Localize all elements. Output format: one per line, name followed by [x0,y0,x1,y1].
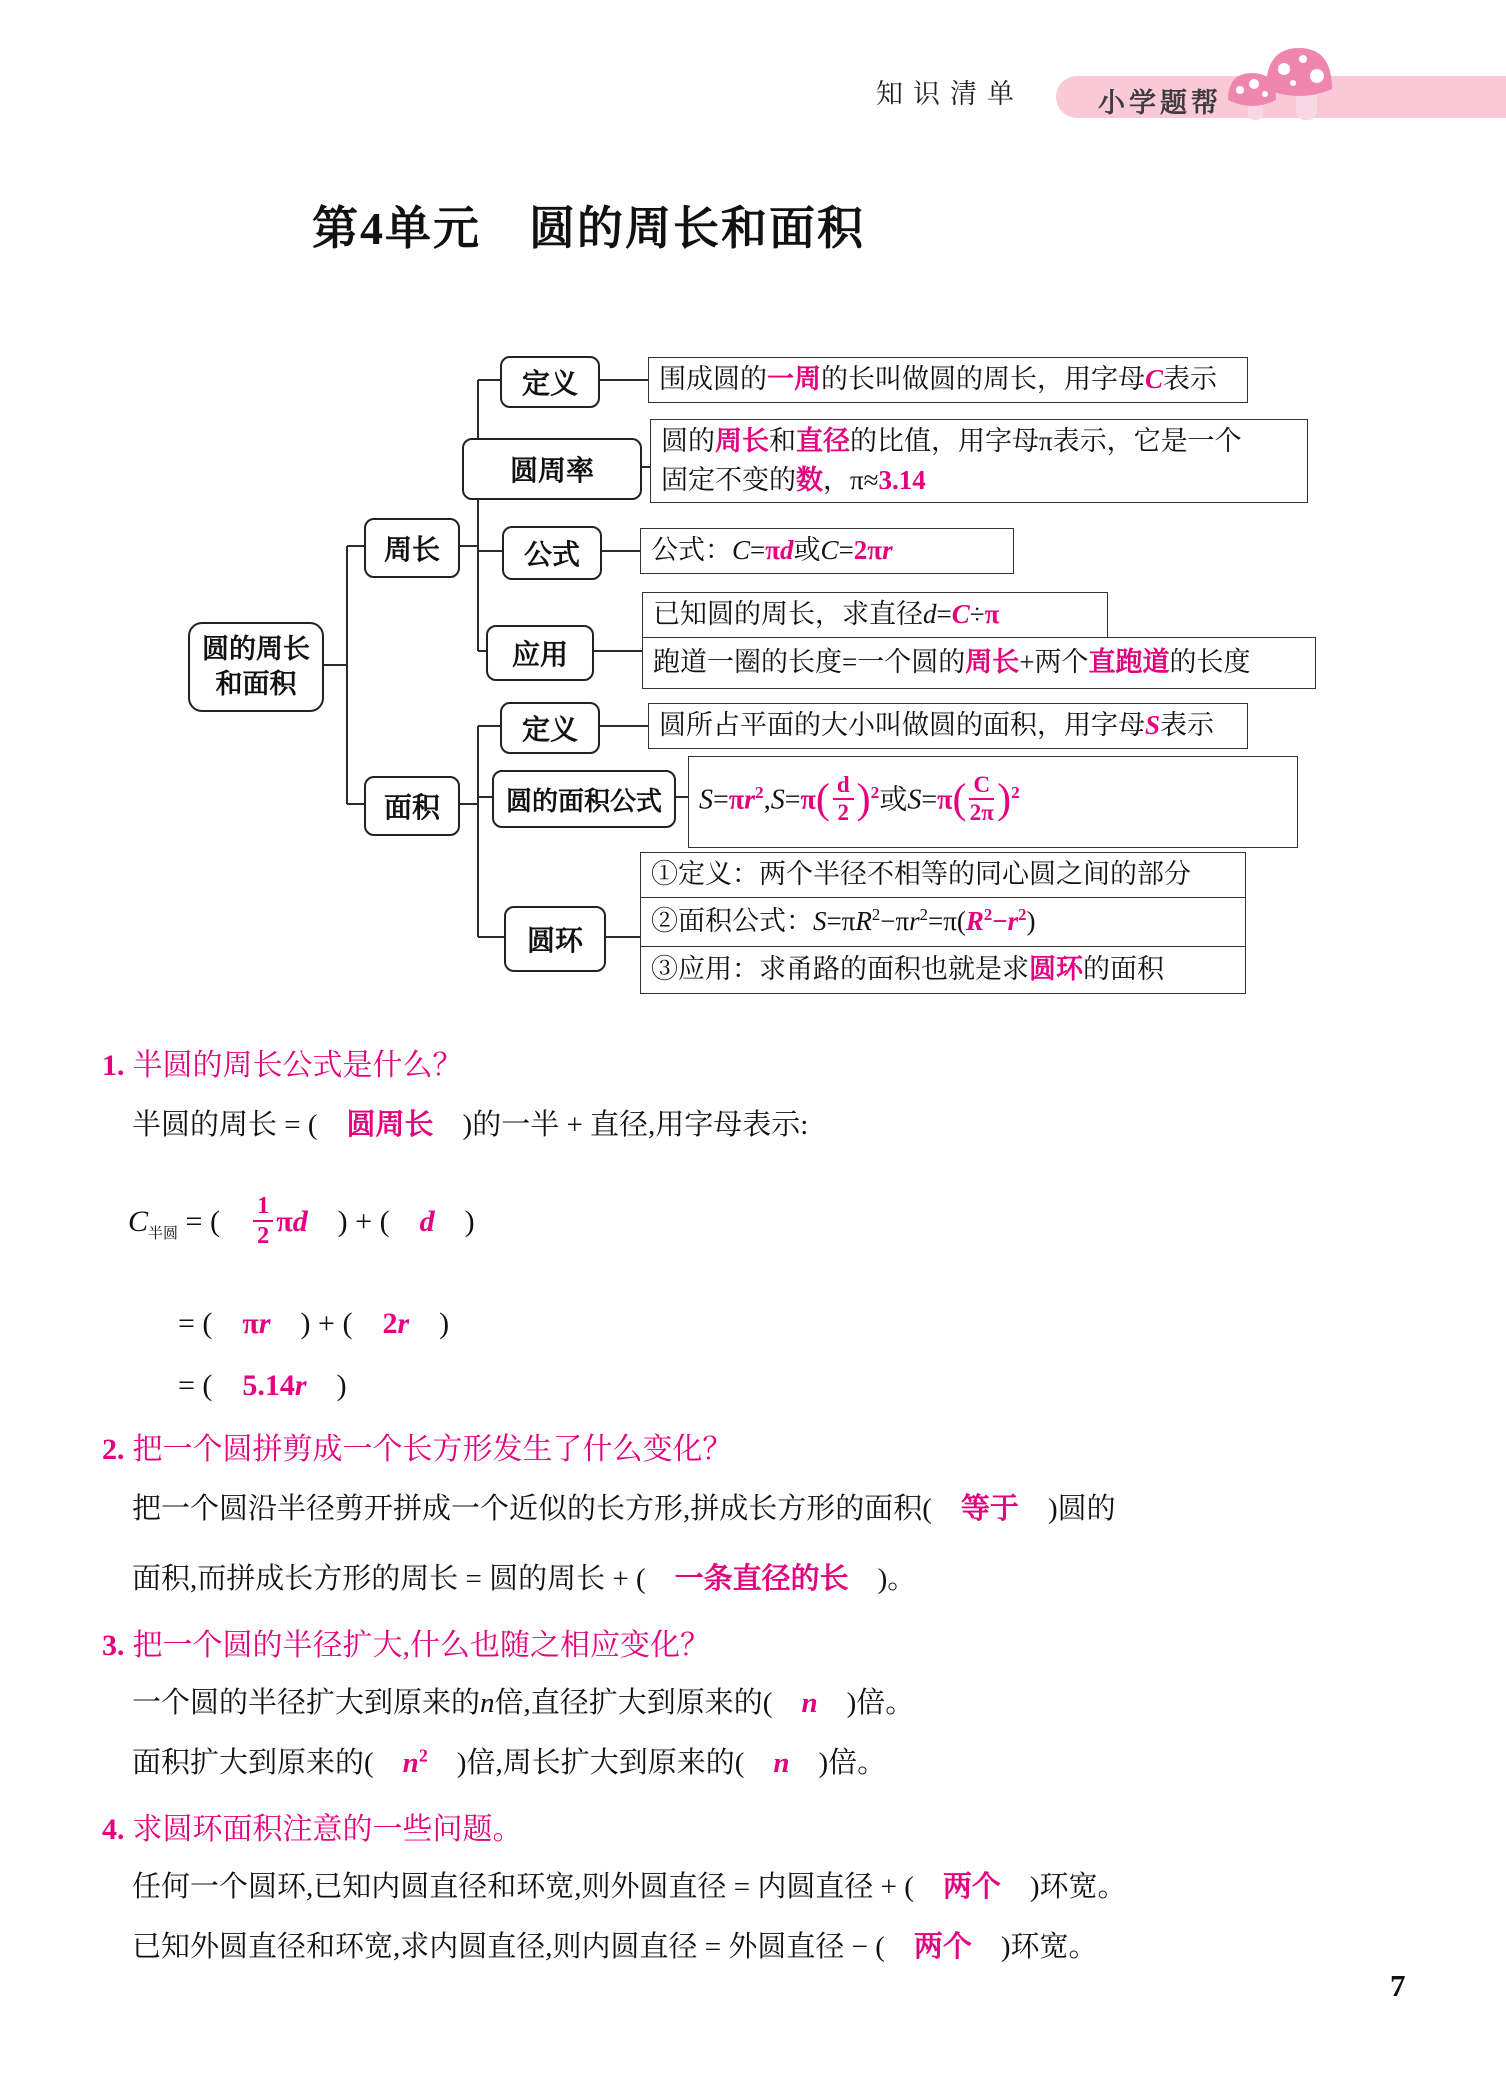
page-title: 第4单元 圆的周长和面积 [312,203,865,254]
map-text-area-formula-line: $S=\pi r^2,S=\pi$( $\frac{d}{2}$ )$^2$或S=π( $\frac{C}{2\pi}$ )$^2$ [699,771,1020,825]
map-text-pi-ratio [650,419,1308,503]
mushrooms-icon [1198,36,1348,122]
answer-3-line-2: 面积扩大到原来的( $n^2$ )倍,周长扩大到原来的( n )倍。 [132,1745,887,1779]
answer-4-line-1: 任何一个圆环,已知内圆直径和环宽,则外圆直径 = 内圆直径 + ( 两个 )环宽。 [132,1871,1127,1903]
map-text-ring-3-line: ③应用：求甬路的面积也就是求圆环的面积 [651,954,1164,985]
answer-1-line-3: = ( πr ) + ( 2r ) [178,1307,450,1340]
answer-1-line-1: 半圆的周长 = ( 圆周长 )的一半 + 直径,用字母表示: [132,1109,809,1141]
map-text-area-formula [688,756,1298,848]
header-section-label: 知识清单 [876,79,1024,109]
question-3-number: 3. [102,1629,125,1662]
answer-1-line-2: $C_{半圆}$ = ( $\frac{1}{2}$ πd ) + ( d ) [128,1192,475,1250]
question-1-number: 1. [102,1049,125,1082]
map-text-ring-1-line: ①定义：两个半径不相等的同心圆之间的部分 [651,859,1191,890]
question-4-number: 4. [102,1813,125,1846]
map-text-ring-3 [640,946,1246,994]
map-root-line-1: 圆的周长 [202,633,310,664]
answer-2-line-1: 把一个圆沿半径剪开拼成一个近似的长方形,拼成长方形的面积( 等于 )圆的 [132,1493,1116,1525]
question-1-text: 半圆的周长公式是什么？ [132,1049,463,1082]
map-text-application-2 [642,637,1316,689]
map-label-definition-2: 定义 [500,702,600,754]
map-label-area-formula: 圆的面积公式 [492,770,676,828]
question-3-text: 把一个圆的半径扩大,什么也随之相应变化？ [132,1629,710,1662]
map-label-formula: 公式 [502,526,602,580]
map-label-definition-1: 定义 [500,356,600,408]
question-1 [102,1040,463,1084]
page-number: 7 [1390,1968,1406,2003]
map-text-ring-2-line: ②面积公式：$S=\pi R^2-\pi r^2=\pi(R^2-r^2)$ [651,905,1036,937]
map-text-ring-2 [640,897,1246,947]
question-2 [102,1424,733,1468]
map-text-definition-1 [648,357,1248,403]
map-text-application-2-line: 跑道一圈的长度=一个圆的周长+两个直跑道的长度 [653,647,1251,678]
map-node-area: 面积 [364,776,460,836]
map-node-circumference: 周长 [364,518,460,578]
map-root-line-2: 和面积 [215,669,297,699]
answer-4-line-2: 已知外圆直径和环宽,求内圆直径,则内圆直径 = 外圆直径 − ( 两个 )环宽。 [132,1931,1098,1963]
answer-3-line-1: 一个圆的半径扩大到原来的n倍,直径扩大到原来的( n )倍。 [132,1687,915,1719]
map-text-pi-ratio-line-2: 固定不变的数，π≈3.14 [661,465,926,495]
map-text-application-1-line: 已知圆的周长，求直径d=C÷π [653,599,1000,630]
map-text-pi-ratio-line-1: 圆的周长和直径的比值，用字母π表示，它是一个 [661,425,1242,456]
question-2-number: 2. [102,1433,125,1466]
map-text-definition-2-line: 圆所占平面的大小叫做圆的面积，用字母S表示 [659,710,1215,741]
map-text-formula [640,528,1014,574]
question-2-text: 把一个圆拼剪成一个长方形发生了什么变化？ [132,1433,733,1466]
map-text-definition-2 [648,703,1248,749]
header-badge-label: 小学题帮 [1098,88,1222,118]
map-label-ring: 圆环 [504,906,606,972]
answer-2-line-2: 面积,而拼成长方形的周长 = 圆的周长 + ( 一条直径的长 )。 [132,1563,917,1595]
map-text-application-1 [642,592,1108,638]
question-4 [102,1804,523,1848]
map-text-formula-line: 公式：C=πd或C=2πr [651,535,893,566]
map-label-pi-ratio: 圆周率 [462,438,642,500]
map-text-definition-1-line: 围成圆的一周的长叫做圆的周长，用字母C表示 [659,364,1218,395]
question-4-text: 求圆环面积注意的一些问题。 [132,1813,523,1846]
map-label-application: 应用 [486,625,594,681]
question-3 [102,1620,710,1664]
map-text-ring-1 [640,852,1246,898]
map-node-root [188,622,324,712]
answer-1-line-4: = ( 5.14r ) [178,1369,347,1402]
